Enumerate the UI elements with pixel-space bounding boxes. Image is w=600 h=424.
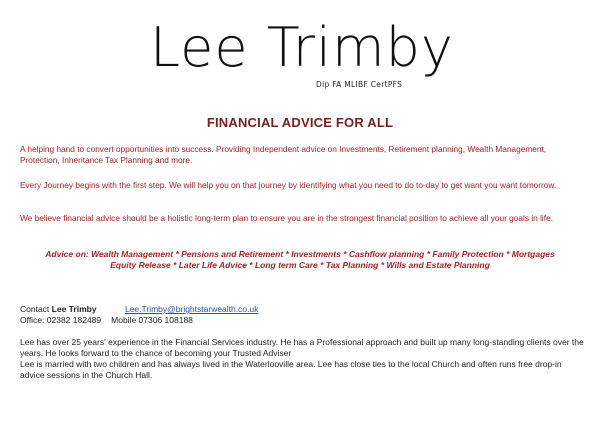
advice-line-2: Equity Release * Later Life Advice * Long term Care * Tax Planning * Wills and Estate Planning bbox=[110, 260, 490, 270]
bio-section bbox=[20, 337, 585, 381]
logo-name: Lee Trimby bbox=[150, 16, 454, 79]
belief-paragraph: We believe financial advice should be a holistic long-term plan to ensure you are in the strongest financial position to achieve all your goals in life. bbox=[20, 213, 553, 223]
office-phone: Office: 02382 182489 bbox=[20, 315, 102, 325]
intro-paragraph: A helping hand to convert opportunities into success. Providing Independent advice on Investments, Retirement planning, Wealth Management, Protection, Inheritance Tax Planning and more. bbox=[20, 144, 547, 165]
bio-paragraph-2: Lee is married with two children and has always lived in the Waterlooville area. Lee has close ties to the local Church and often runs free drop-in advice sessions in the Church Hall. bbox=[20, 359, 562, 380]
headline: FINANCIAL ADVICE FOR ALL bbox=[206, 115, 394, 130]
mobile-phone: Mobile 07306 108188 bbox=[111, 315, 193, 325]
contact-label: Contact bbox=[20, 304, 50, 314]
journey-paragraph: Every Journey begins with the first step. We will help you on that journey by identifying what you need to do to-day to get want you want tomorrow. bbox=[20, 180, 557, 190]
logo-credentials: Dip FA MLIBF CertPFS bbox=[316, 80, 403, 89]
email-link[interactable]: Lee.Trimby@brightstarwealth.co.uk bbox=[124, 304, 259, 314]
contact-block bbox=[20, 304, 585, 326]
advice-services bbox=[25, 249, 575, 271]
bio-paragraph-1: Lee has over 25 years' experience in the Financial Services industry. He has a Professional approach and built up many long-standing clients over the years. He looks forward to the chance of becoming your Trusted Adviser bbox=[20, 337, 584, 358]
advice-line-1: Advice on: Wealth Management * Pensions and Retirement * Investments * Cashflow planning * Family Protection * Mortgages bbox=[45, 249, 555, 259]
contact-name: Lee Trimby bbox=[51, 304, 97, 314]
